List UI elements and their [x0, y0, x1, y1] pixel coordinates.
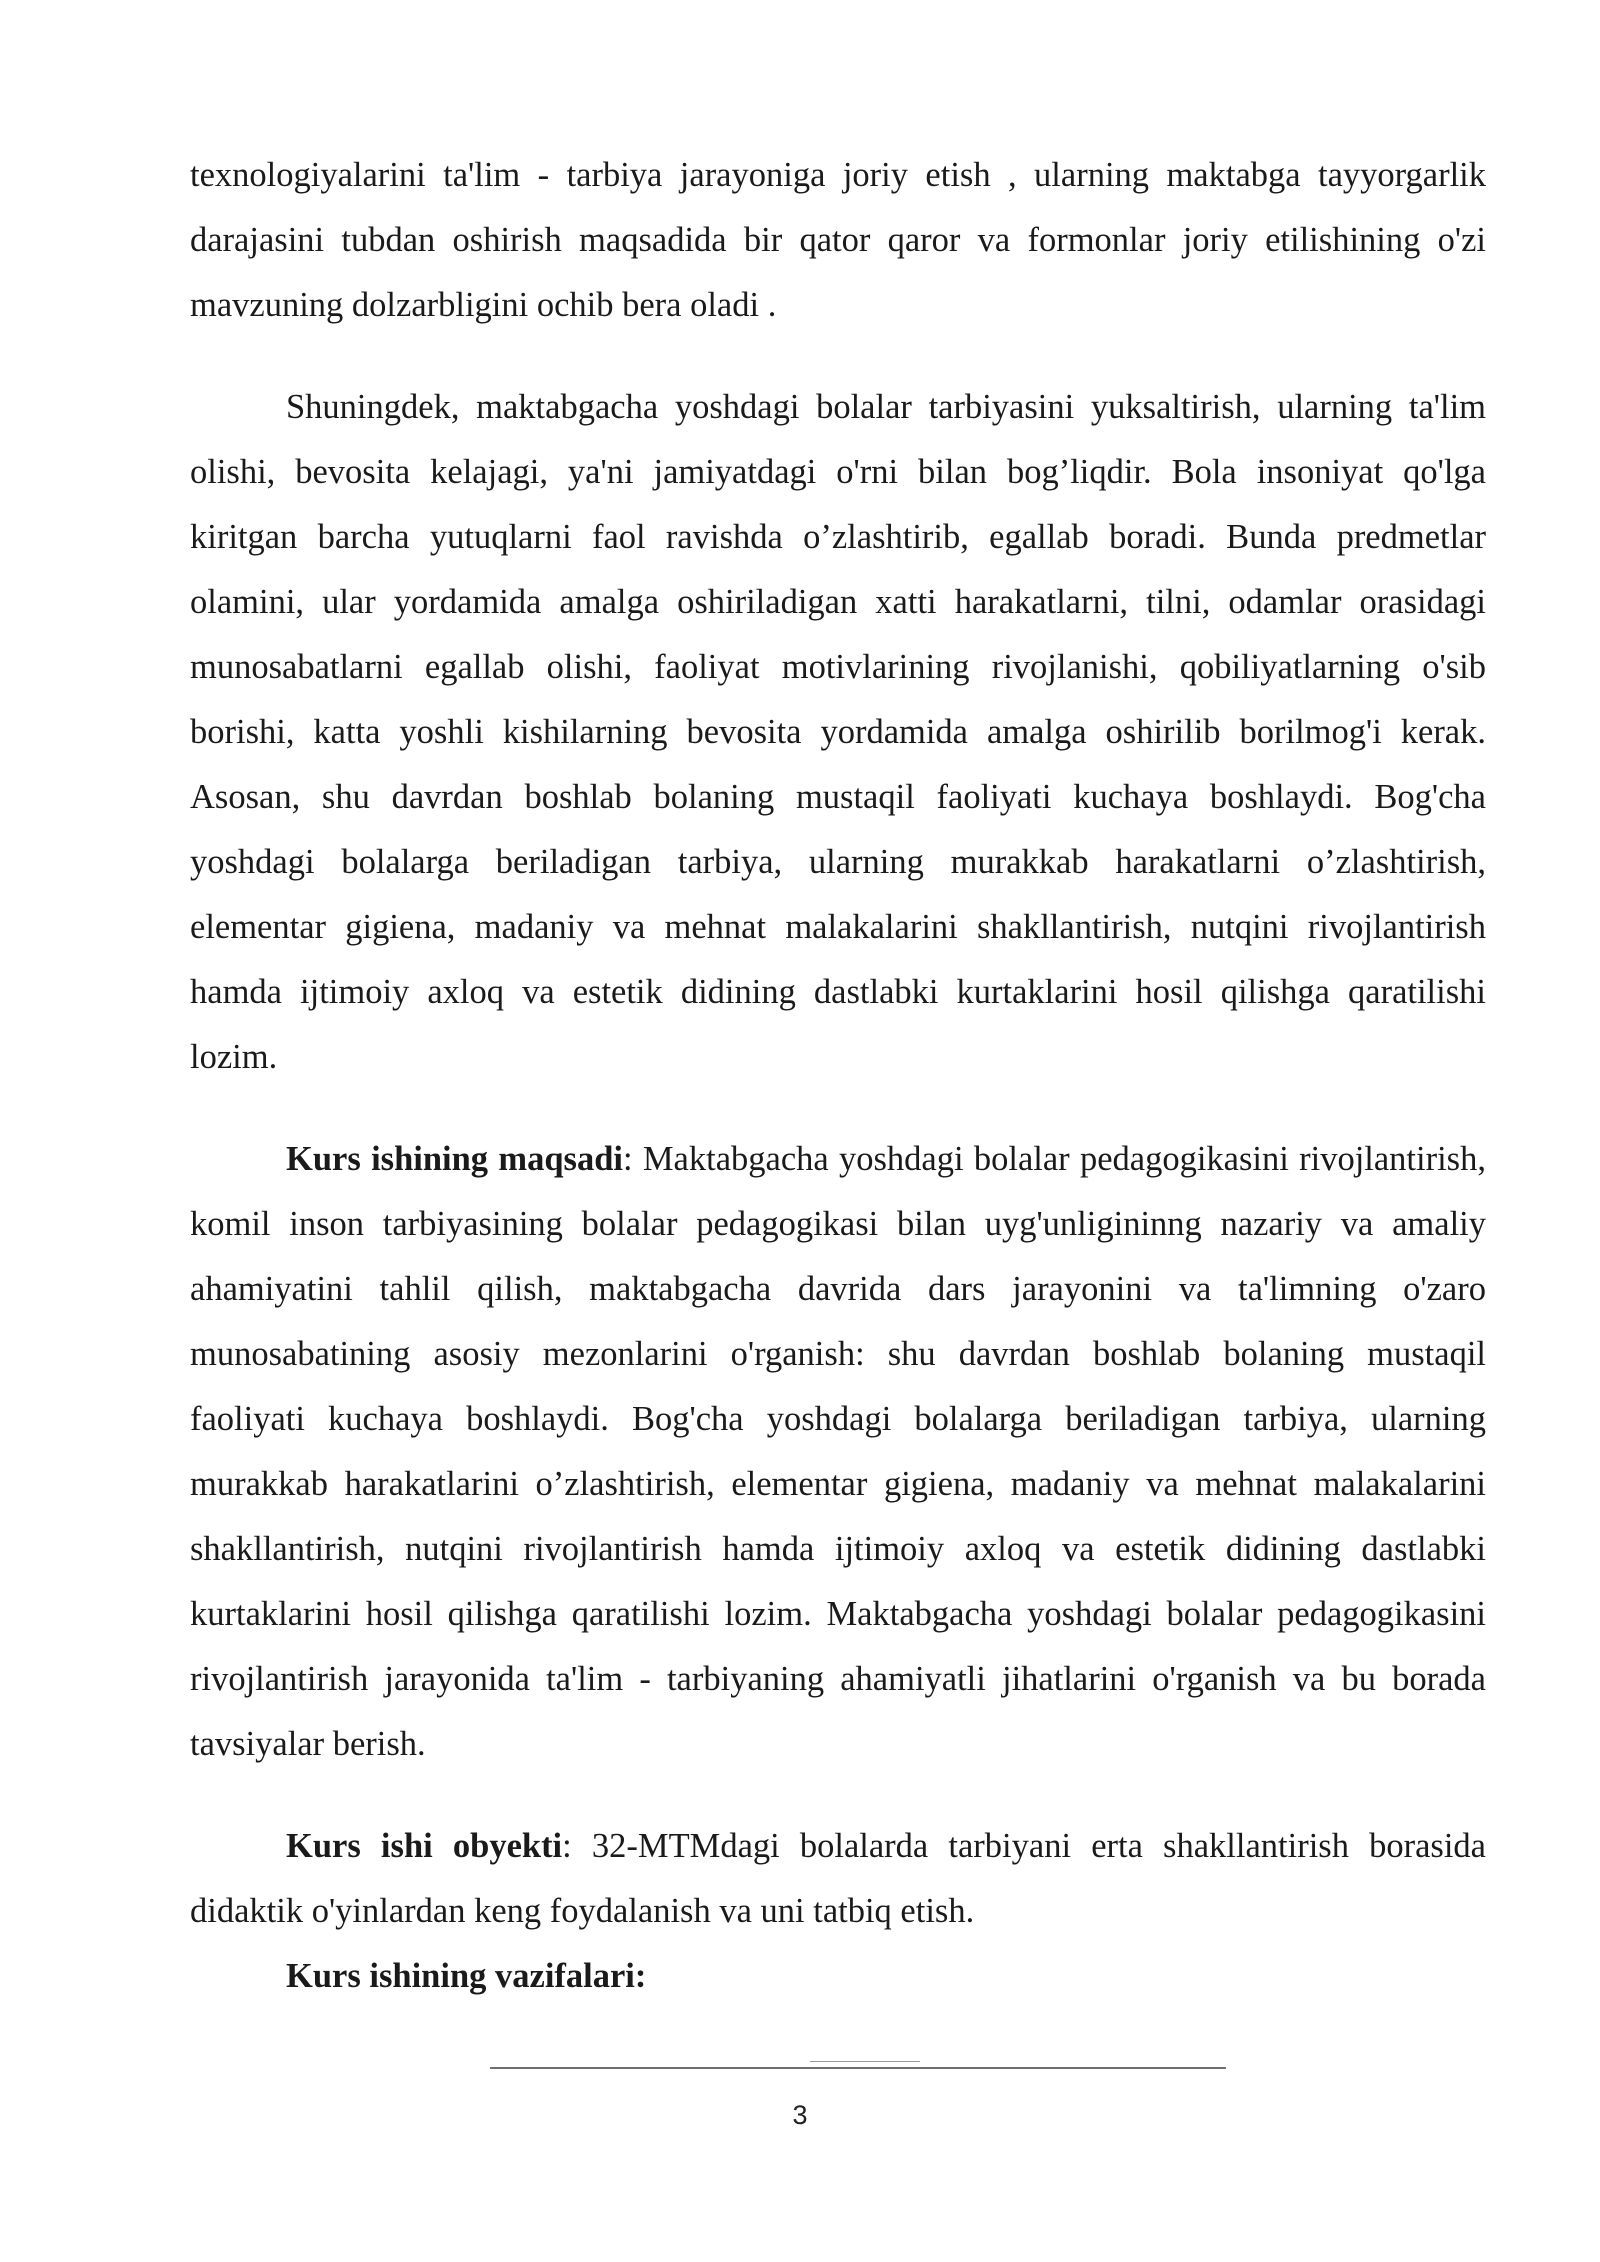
page-number: 3 — [792, 2100, 808, 2130]
footer-divider — [490, 2067, 1226, 2069]
paragraph-course-goal — [190, 1127, 1486, 1777]
footer-rule-accent — [810, 2061, 920, 2062]
page-body — [190, 143, 1486, 2009]
course-tasks-heading: Kurs ishining vazifalari: — [286, 1957, 647, 1995]
paragraph-intro-continuation: texnologiyalarini ta'lim - tarbiya jarayoniga joriy etish , ularning maktabga tayyorgarlik darajasini tubdan oshirish maqsadida bir qator qaror va formonlar joriy etilishining o'zi mavzuning dolzarbligini ochib bera oladi . — [190, 156, 1486, 324]
course-goal-text: : Maktabgacha yoshdagi bolalar pedagogikasini rivojlantirish, komil inson tarbiyasining bolalar pedagogikasi bilan uyg'unligininng nazariy va amaliy ahamiyatini tahlil qilish, maktabgacha davrida dars jarayonini va ta'limning o'zaro munosabatining asosiy mezonlarini o'rganish: shu davrdan boshlab bolaning mustaqil faoliyati kuchaya boshlaydi. Bog'cha yoshdagi bolalarga beriladigan tarbiya, ularning murakkab harakatlarini o’zlashtirish, elementar gigiena, madaniy va mehnat malakalarini shakllantirish, nutqini rivojlantirish hamda ijtimoiy axloq va estetik didining dastlabki kurtaklarini hosil qilishga qaratilishi lozim. Maktabgacha yoshdagi bolalar pedagogikasini rivojlantirish jarayonida ta'lim - tarbiyaning ahamiyatli jihatlarini o'rganish va bu borada tavsiyalar berish. — [190, 1140, 1486, 1763]
course-object-text: : 32-MTMdagi bolalarda tarbiyani erta shakllantirish borasida didaktik o'yinlardan keng foydalanish va uni tatbiq etish. — [190, 1827, 1486, 1930]
paragraph-upbringing: Shuningdek, maktabgacha yoshdagi bolalar tarbiyasini yuksaltirish, ularning ta'lim olishi, bevosita kelajagi, ya'ni jamiyatdagi o'rni bilan bog’liqdir. Bola insoniyat qo'lga kiritgan barcha yutuqlarni faol ravishda o’zlashtirib, egallab boradi. Bunda predmetlar olamini, ular yordamida amalga oshiriladigan xatti harakatlarni, tilni, odamlar orasidagi munosabatlarni egallab olishi, faoliyat motivlarining rivojlanishi, qobiliyatlarning o'sib borishi, katta yoshli kishilarning bevosita yordamida amalga oshirilib borilmog'i kerak. Asosan, shu davrdan boshlab bolaning mustaqil faoliyati kuchaya boshlaydi. Bog'cha yoshdagi bolalarga beriladigan tarbiya, ularning murakkab harakatlarni o’zlashtirish, elementar gigiena, madaniy va mehnat malakalarini shakllantirish, nutqini rivojlantirish hamda ijtimoiy axloq va estetik didining dastlabki kurtaklarini hosil qilishga qaratilishi lozim. — [190, 388, 1486, 1076]
paragraph-course-object — [190, 1814, 1486, 1944]
course-goal-label: Kurs ishining maqsadi — [286, 1140, 623, 1178]
course-object-label: Kurs ishi obyekti — [286, 1827, 563, 1865]
